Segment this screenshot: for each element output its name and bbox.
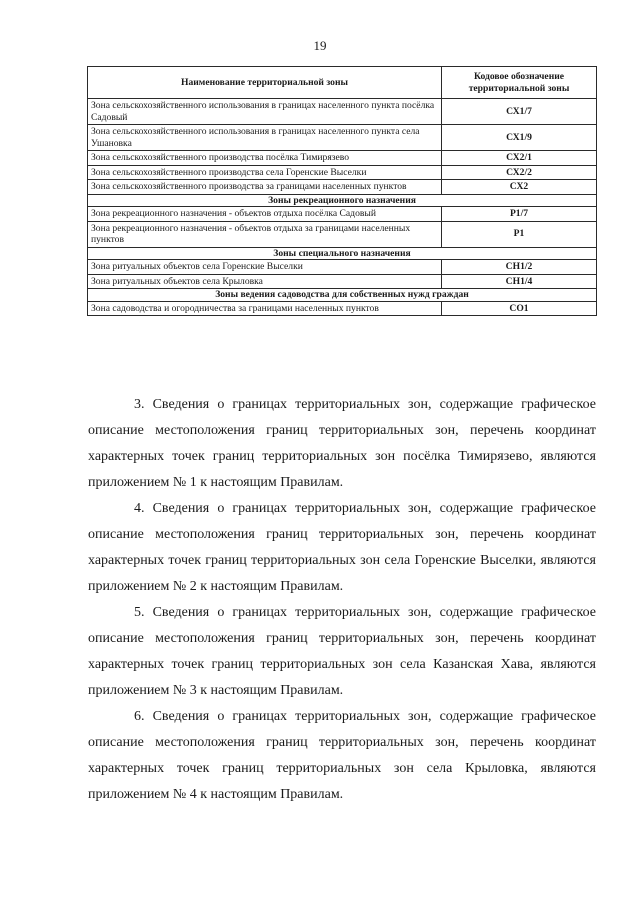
section-heading-gardening: Зоны ведения садоводства для собственных нужд граждан <box>88 289 597 302</box>
zone-name: Зона рекреационного назначения - объектов отдыха за границами населенных пунктов <box>88 221 442 247</box>
table-body <box>88 99 597 316</box>
paragraph-6: 6. Сведения о границах территориальных зон, содержащие графическое описание местоположения границ территориальных зон, перечень координат характерных точек границ территориальных зон села Крыловка, являются приложением № 4 к настоящим Правилам. <box>88 709 596 802</box>
page-number: 19 <box>313 38 327 53</box>
table-row <box>88 180 597 195</box>
table-row <box>88 99 597 125</box>
table-row <box>88 125 597 151</box>
table-row <box>88 301 597 316</box>
zone-code: Р1 <box>442 221 597 247</box>
zone-name: Зона ритуальных объектов села Горенские Выселки <box>88 260 442 275</box>
section-heading-recreation: Зоны рекреационного назначения <box>88 194 597 207</box>
header-zone-code: Кодовое обозначение территориальной зоны <box>442 67 597 99</box>
zone-name: Зона ритуальных объектов села Крыловка <box>88 274 442 289</box>
zone-name: Зона сельскохозяйственного использования в границах населенного пункта села Ушановка <box>88 125 442 151</box>
zone-name: Зона сельскохозяйственного производства за границами населенных пунктов <box>88 180 442 195</box>
zone-name: Зона сельскохозяйственного использования в границах населенного пункта посёлка Садовый <box>88 99 442 125</box>
zone-code: СХ2/1 <box>442 151 597 166</box>
table-row <box>88 165 597 180</box>
section-heading-special: Зоны специального назначения <box>88 247 597 260</box>
zone-code: СН1/2 <box>442 260 597 275</box>
table-row <box>88 260 597 275</box>
zone-name: Зона садоводства и огородничества за границами населенных пунктов <box>88 301 442 316</box>
paragraph-5: 5. Сведения о границах территориальных зон, содержащие графическое описание местоположения границ территориальных зон, перечень координат характерных точек границ территориальных зон села Казанская Хава, являются приложением № 3 к настоящим Правилам. <box>88 605 596 698</box>
section-row <box>88 194 597 207</box>
zone-code: СХ2 <box>442 180 597 195</box>
zone-code: СО1 <box>442 301 597 316</box>
zone-code: СН1/4 <box>442 274 597 289</box>
table-header-row <box>88 67 597 99</box>
zone-code: СХ2/2 <box>442 165 597 180</box>
zone-name: Зона сельскохозяйственного производства села Горенские Выселки <box>88 165 442 180</box>
zone-code: Р1/7 <box>442 207 597 222</box>
table-row <box>88 151 597 166</box>
zone-code: СХ1/9 <box>442 125 597 151</box>
table-row <box>88 221 597 247</box>
zone-name: Зона сельскохозяйственного производства посёлка Тимирязево <box>88 151 442 166</box>
zones-table <box>87 66 597 316</box>
zone-name: Зона рекреационного назначения - объектов отдыха посёлка Садовый <box>88 207 442 222</box>
zone-code: СХ1/7 <box>442 99 597 125</box>
table-row <box>88 207 597 222</box>
paragraph-4: 4. Сведения о границах территориальных зон, содержащие графическое описание местоположения границ территориальных зон, перечень координат характерных точек границ территориальных зон села Горенские Выселки, являются приложением № 2 к настоящим Правилам. <box>88 501 596 594</box>
section-row <box>88 247 597 260</box>
paragraph-3: 3. Сведения о границах территориальных зон, содержащие графическое описание местоположения границ территориальных зон, перечень координат характерных точек границ территориальных зон посёлка Тимирязево, являются приложением № 1 к настоящим Правилам. <box>88 397 596 490</box>
header-zone-name: Наименование территориальной зоны <box>88 67 442 99</box>
section-row <box>88 289 597 302</box>
table-row <box>88 274 597 289</box>
body-text <box>88 392 596 808</box>
